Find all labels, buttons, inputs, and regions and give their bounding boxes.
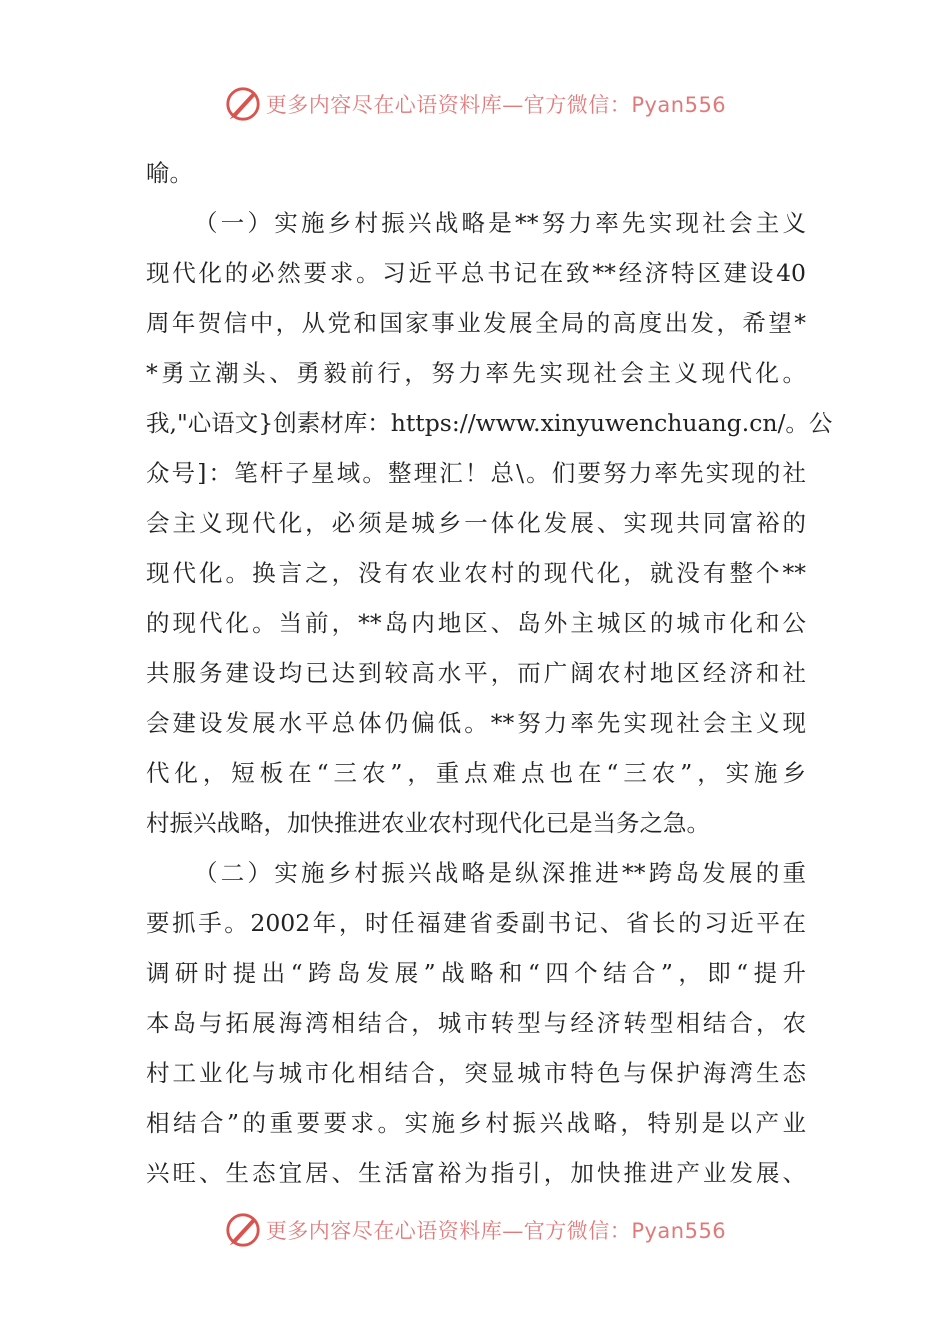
text-line: 村工业化与城市化相结合，突显城市特色与保护海湾生态 bbox=[146, 1059, 806, 1087]
header-banner bbox=[0, 82, 950, 126]
text-line: 兴旺、生态宜居、生活富裕为指引，加快推进产业发展、 bbox=[146, 1159, 806, 1187]
footer-banner bbox=[0, 1208, 950, 1252]
banner-text: 更多内容尽在心语资料库—官方微信：Pyan556 bbox=[265, 1219, 727, 1243]
text-line: 要抓手。2002年，时任福建省委副书记、省长的习近平在 bbox=[146, 909, 806, 937]
wechat-id: Pyan556 bbox=[631, 93, 727, 117]
text-line: 我,"心语文}创素材库：https://www.xinyuwenchuang.cn/。公 bbox=[146, 409, 833, 437]
text-line: 会主义现代化，必须是城乡一体化发展、实现共同富裕的 bbox=[146, 509, 806, 537]
banner-text: 更多内容尽在心语资料库—官方微信：Pyan556 bbox=[265, 93, 727, 117]
text-line: 调研时提出“跨岛发展”战略和“四个结合”，即“提升 bbox=[146, 959, 806, 987]
text-line: （一）实施乡村振兴战略是**努力率先实现社会主义 bbox=[194, 209, 806, 237]
text-line: 本岛与拓展海湾相结合，城市转型与经济转型相结合，农 bbox=[146, 1009, 806, 1037]
wechat-id: Pyan556 bbox=[631, 1219, 727, 1243]
text-line: 共服务建设均已达到较高水平，而广阔农村地区经济和社 bbox=[146, 659, 806, 687]
text-line: *勇立潮头、勇毅前行，努力率先实现社会主义现代化。 bbox=[146, 359, 806, 387]
text-line: 代化，短板在“三农”，重点难点也在“三农”，实施乡 bbox=[146, 759, 806, 787]
text-line: 周年贺信中，从党和国家事业发展全局的高度出发，希望* bbox=[146, 309, 806, 337]
text-line: 村振兴战略，加快推进农业农村现代化已是当务之急。 bbox=[146, 809, 710, 837]
document-body bbox=[146, 148, 833, 1198]
text-line: 现代化的必然要求。习近平总书记在致**经济特区建设40 bbox=[146, 259, 806, 287]
pen-logo-icon bbox=[224, 1211, 262, 1249]
text-line: 众号]：笔杆子星域。整理汇！总\。们要努力率先实现的社 bbox=[146, 459, 806, 487]
text-line: 相结合”的重要要求。实施乡村振兴战略，特别是以产业 bbox=[146, 1109, 806, 1137]
text-line: 会建设发展水平总体仍偏低。**努力率先实现社会主义现 bbox=[146, 709, 806, 737]
pen-logo-icon bbox=[224, 85, 262, 123]
text-line: 的现代化。当前，**岛内地区、岛外主城区的城市化和公 bbox=[146, 609, 806, 637]
text-line: 现代化。换言之，没有农业农村的现代化，就没有整个** bbox=[146, 559, 806, 587]
text-line: （二）实施乡村振兴战略是纵深推进**跨岛发展的重 bbox=[194, 859, 806, 887]
text-line: 喻。 bbox=[146, 159, 193, 187]
